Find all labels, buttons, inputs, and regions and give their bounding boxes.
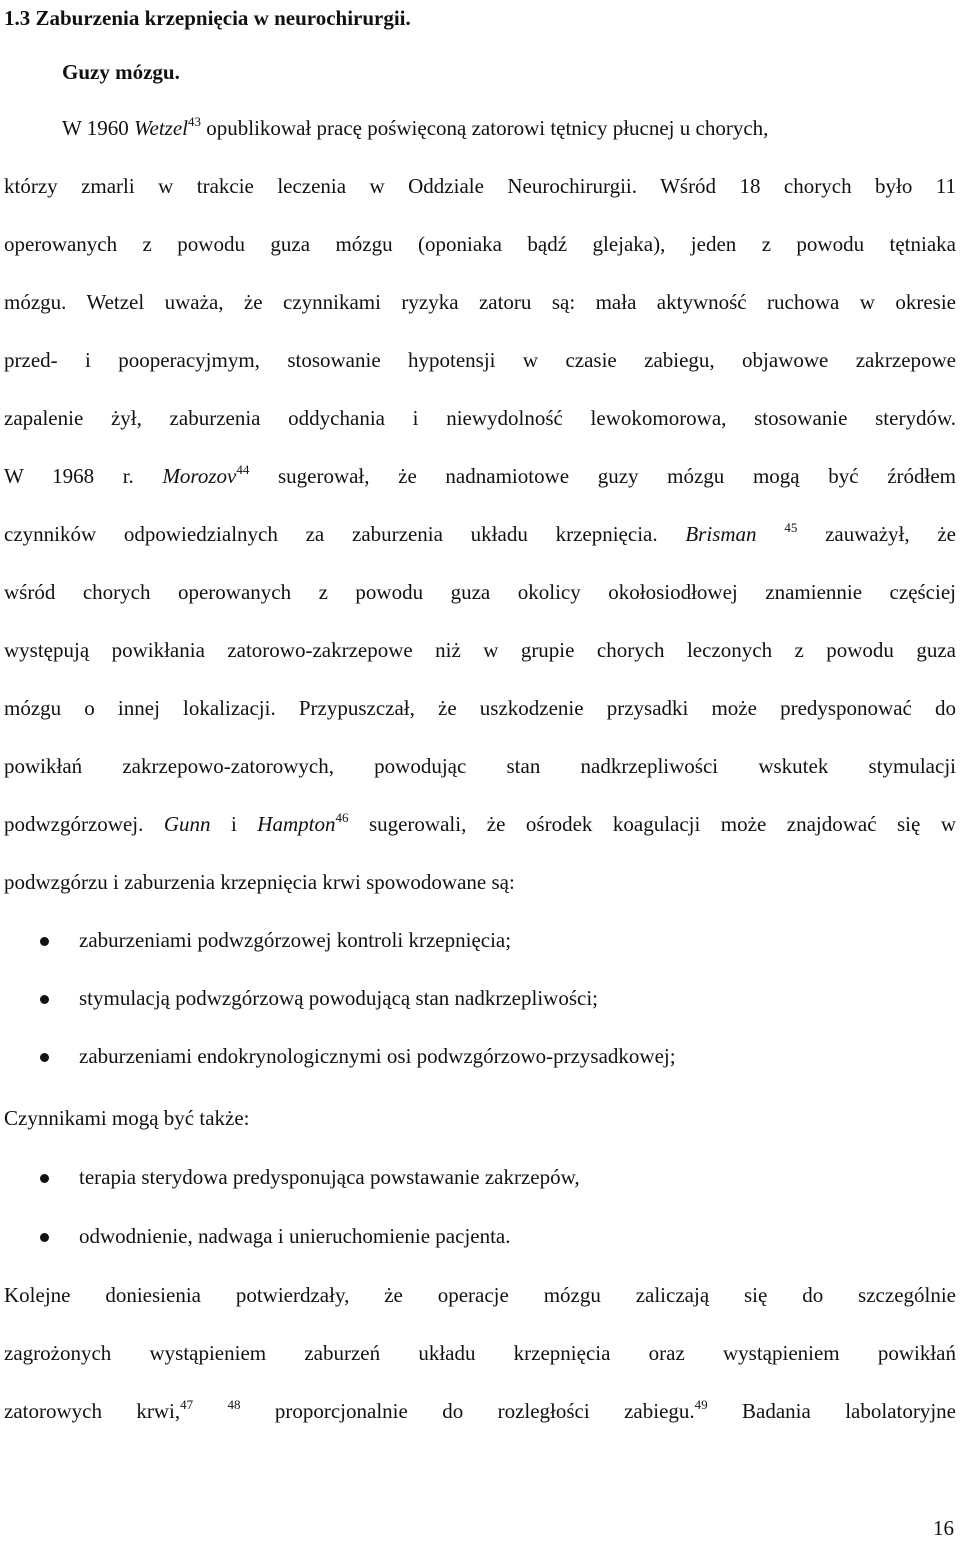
author-name: Brisman bbox=[685, 522, 757, 546]
list-item: odwodnienie, nadwaga i unieruchomienie pacjenta. bbox=[79, 1224, 511, 1248]
bullet-icon bbox=[40, 1053, 49, 1062]
paragraph-line: czynników odpowiedzialnych za zaburzenia układu krzepnięcia. Brisman $^{45}$ zauważył, że bbox=[4, 520, 956, 546]
author-name: Morozov bbox=[162, 464, 237, 488]
paragraph-line: którzy zmarli w trakcie leczenia w Oddziale Neurochirurgii. Wśród 18 chorych było 11 bbox=[4, 174, 956, 198]
section-subheading: Guzy mózgu. bbox=[62, 60, 180, 84]
paragraph-line: zapalenie żył, zaburzenia oddychania i niewydolność lewokomorowa, stosowanie sterydów. bbox=[4, 406, 956, 430]
author-name: Wetzel bbox=[133, 116, 189, 140]
author-name: Hampton bbox=[257, 812, 336, 836]
list-intro: Czynnikami mogą być także: bbox=[4, 1106, 250, 1130]
paragraph-line: zagrożonych wystąpieniem zaburzeń układu krzepnięcia oraz wystąpieniem powikłań bbox=[4, 1341, 956, 1365]
page-number: 16 bbox=[933, 1516, 954, 1540]
paragraph-line: występują powikłania zatorowo-zakrzepowe niż w grupie chorych leczonych z powodu guza bbox=[4, 638, 956, 662]
reference-number: 43 bbox=[188, 114, 202, 129]
paragraph-line: mózgu o innej lokalizacji. Przypuszczał, że uszkodzenie przysadki może predysponować do bbox=[4, 696, 956, 720]
paragraph-line: wśród chorych operowanych z powodu guza okolicy okołosiodłowej znamiennie częściej bbox=[4, 580, 956, 604]
reference-number: 47 bbox=[180, 1397, 194, 1412]
list-item: zaburzeniami podwzgórzowej kontroli krzepnięcia; bbox=[79, 928, 512, 952]
reference-number: 45 bbox=[784, 520, 798, 535]
list-item: terapia sterydowa predysponująca powstawanie zakrzepów, bbox=[79, 1165, 580, 1189]
reference-number: 49 bbox=[694, 1397, 708, 1412]
paragraph-line: powikłań zakrzepowo-zatorowych, powodując stan nadkrzepliwości wskutek stymulacji bbox=[4, 754, 956, 778]
bullet-icon bbox=[40, 1174, 49, 1183]
paragraph-line: W 1968 r. Morozov$^{44}$ sugerował, że nadnamiotowe guzy mózgu mogą być źródłem bbox=[4, 462, 956, 488]
paragraph-line: mózgu. Wetzel uważa, że czynnikami ryzyka zatoru są: mała aktywność ruchowa w okresie bbox=[4, 290, 956, 314]
reference-number: 48 bbox=[227, 1397, 241, 1412]
reference-number: 44 bbox=[236, 462, 250, 477]
bullet-icon bbox=[40, 1233, 49, 1242]
section-heading: 1.3 Zaburzenia krzepnięcia w neurochirurgii. bbox=[4, 6, 411, 30]
paragraph-line: operowanych z powodu guza mózgu (oponiaka bądź glejaka), jeden z powodu tętniaka bbox=[4, 232, 956, 256]
paragraph-line: podwzgórzowej. Gunn i Hampton$^{46}$ sugerowali, że ośrodek koagulacji może znajdować się w bbox=[4, 810, 956, 836]
bullet-icon bbox=[40, 995, 49, 1004]
paragraph-line: przed- i pooperacyjmym, stosowanie hypotensji w czasie zabiegu, objawowe zakrzepowe bbox=[4, 348, 956, 372]
reference-number: 46 bbox=[335, 810, 349, 825]
author-name: Gunn bbox=[163, 812, 211, 836]
list-item: stymulacją podwzgórzową powodującą stan nadkrzepliwości; bbox=[79, 986, 599, 1010]
paragraph-line: zatorowych krwi,$^{47}$ $^{48}$ proporcjonalnie do rozległości zabiegu.$^{49}$ Badania labolatoryjne bbox=[4, 1397, 956, 1423]
paragraph-line: W 1960 Wetzel$^{43}$ opublikował pracę poświęconą zatorowi tętnicy płucnej u chorych, bbox=[62, 114, 769, 140]
bullet-icon bbox=[40, 937, 49, 946]
paragraph-line: podwzgórzu i zaburzenia krzepnięcia krwi spowodowane są: bbox=[4, 870, 515, 894]
paragraph-line: Kolejne doniesienia potwierdzały, że operacje mózgu zaliczają się do szczególnie bbox=[4, 1283, 956, 1307]
list-item: zaburzeniami endokrynologicznymi osi podwzgórzowo-przysadkowej; bbox=[79, 1044, 676, 1068]
